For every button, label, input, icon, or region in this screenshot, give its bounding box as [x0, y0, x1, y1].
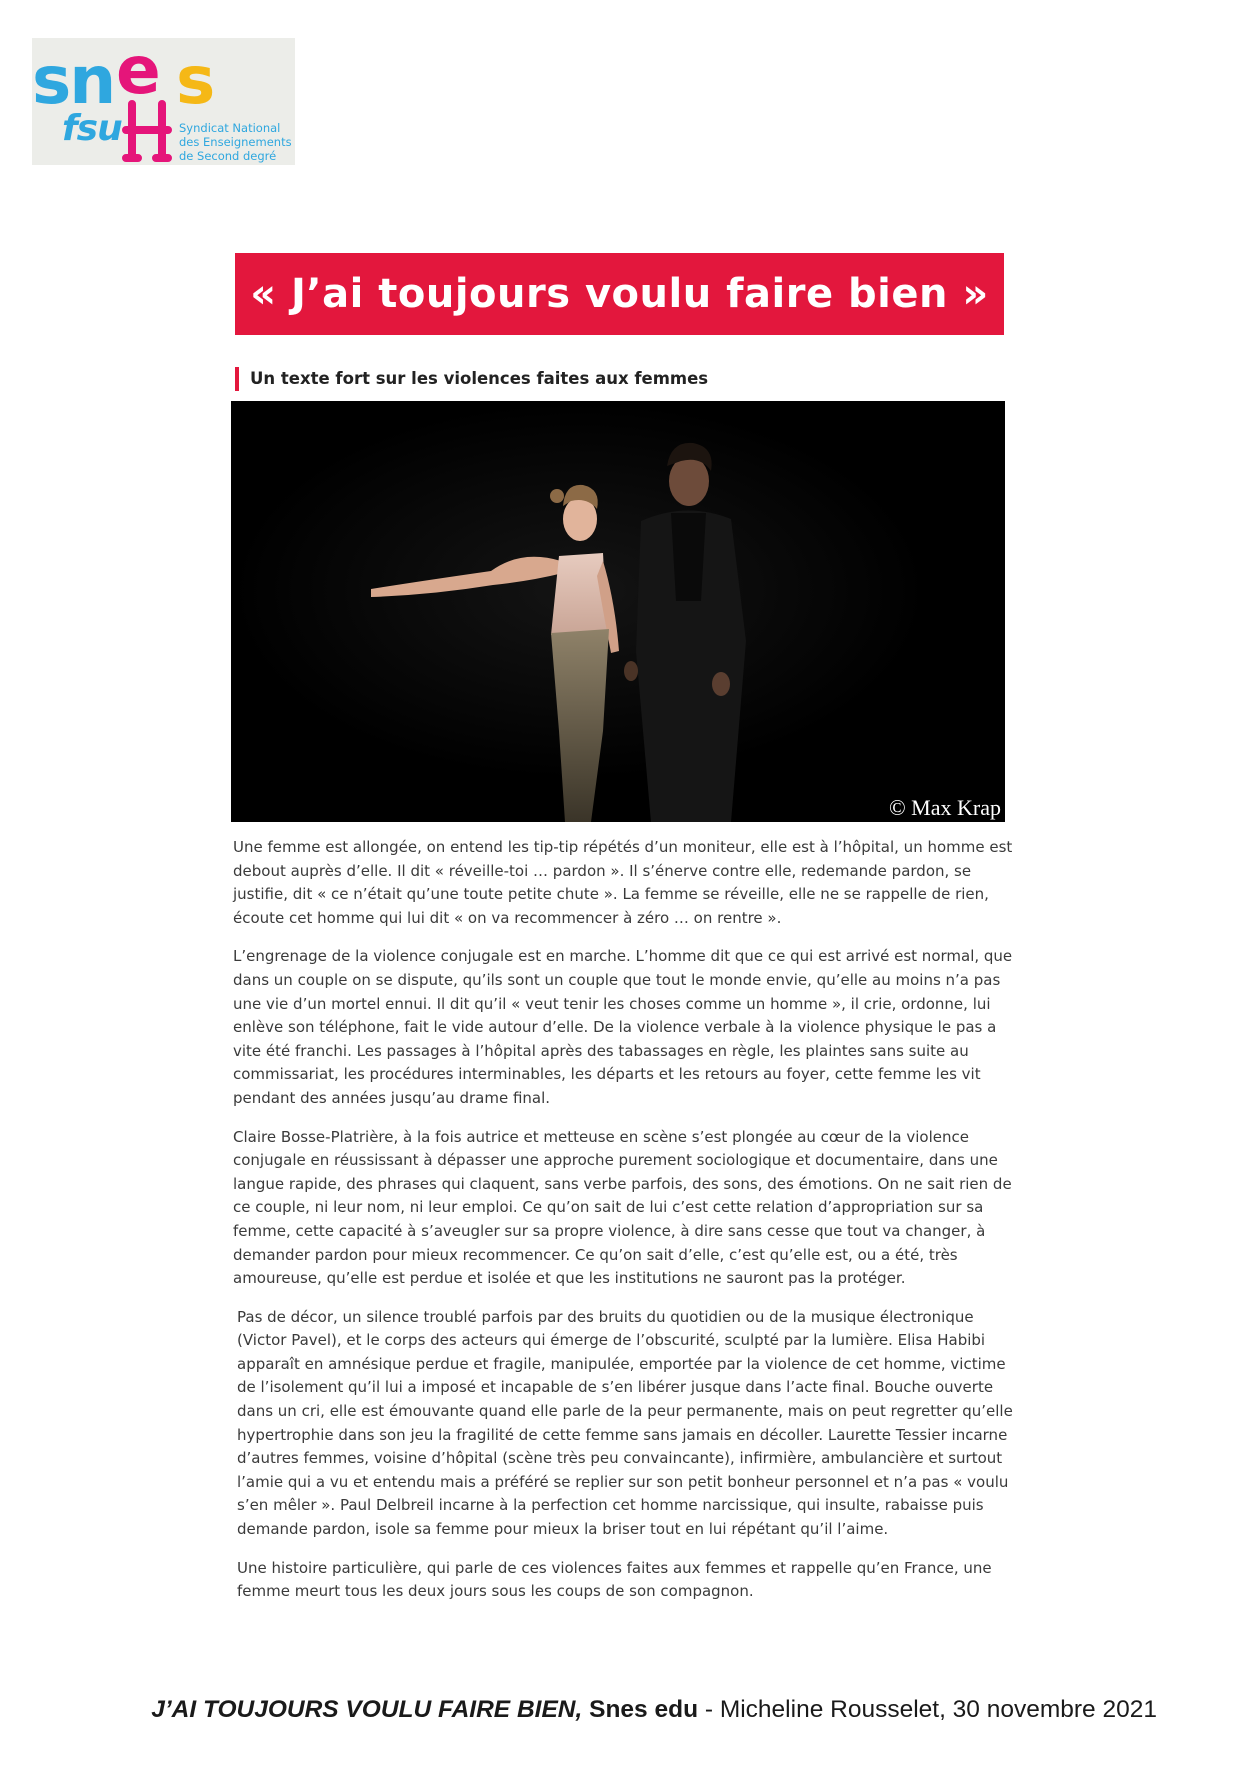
footer-source: Snes edu: [589, 1696, 699, 1723]
subtitle: Un texte fort sur les violences faites aux femmes: [235, 367, 708, 391]
headline-banner: [235, 253, 1004, 335]
logo-caption-line: des Enseignements: [179, 135, 292, 149]
snes-fsu-logo: [32, 32, 295, 165]
stage-photo: [231, 401, 1005, 822]
headline: « J’ai toujours voulu faire bien »: [250, 271, 989, 317]
article-paragraph: Claire Bosse-Platrière, à la fois autrice et metteuse en scène s’est plongée au cœur de la violence conjugale en réussissant à dépasser une approche purement sociologique et documentaire, dans une langue rapide, des phrases qui claquent, sans verbe parfois, des sons, des émotions. On ne sait rien de ce couple, ni leur nom, ni leur emploi. Ce qu’on sait de lui c’est cette relation d’appropriation sur sa femme, cette capacité à s’aveugler sur sa propre violence, à dire sans cesse que tout va changer, à demander pardon pour mieux recommencer. Ce qu’on sait d’elle, c’est qu’elle est, ou a été, très amoureuse, qu’elle est perdue et isolée et que les institutions ne sauront pas la protéger.: [233, 1127, 1012, 1288]
logo-caption-line: de Second degré: [179, 149, 277, 163]
logo-wordmark-sn: sn: [32, 42, 115, 119]
article-paragraph: Pas de décor, un silence troublé parfois par des bruits du quotidien ou de la musique électronique (Victor Pavel), et le corps des acteurs qui émerge de l’obscurité, sculpté par la lumière. Elisa Habibi apparaît en amnésique perdue et fragile, manipulée, emportée par la violence de cet homme, victime de l’isolement qu’il lui a imposé et incapable de s’en libérer jusque dans l’acte final. Bouche ouverte dans un cri, elle est émouvante quand elle parle de la peur permanente, mais on peut regretter qu’elle hypertrophie dans son jeu la fragilité de cette femme sans jamais en décoller. Laurette Tessier incarne d’autres femmes, voisine d’hôpital (scène très peu convaincante), infirmière, ambulancière et surtout l’amie qui a vu et entendu mais a préféré se replier sur son petit bonheur personnel et n’a pas « voulu s’en mêler ». Paul Delbreil incarne à la perfection cet homme narcissique, qui insulte, rabaisse puis demande pardon, isole sa femme pour mieux la briser tout en lui répétant qu’il l’aime.: [237, 1307, 1013, 1539]
stage-photo-illustration: [231, 401, 1005, 822]
footer-title: J’AI TOUJOURS VOULU FAIRE BIEN,: [151, 1696, 583, 1723]
photo-credit: © Max Krap: [888, 795, 1001, 820]
article-paragraph: Une histoire particulière, qui parle de ces violences faites aux femmes et rappelle qu’en France, une femme meurt tous les deux jours sous les coups de son compagnon.: [237, 1558, 992, 1601]
article-paragraph: Une femme est allongée, on entend les tip-tip répétés d’un moniteur, elle est à l’hôpital, un homme est debout auprès d’elle. Il dit « réveille-toi … pardon ». Il s’énerve contre elle, redemande pardon, se justifie, dit « ce n’était qu’une toute petite chute ». La femme se réveille, elle ne se rappelle de rien, écoute cet homme qui lui dit « on va recommencer à zéro … on rentre ».: [233, 838, 1013, 927]
logo-wordmark-s: s: [176, 42, 216, 119]
footer-citation: [151, 1696, 1157, 1724]
logo-fsu: fsu: [62, 108, 122, 149]
logo-caption: [179, 121, 292, 163]
logo-caption-line: Syndicat National: [179, 121, 281, 135]
logo-wordmark-e: e: [116, 32, 161, 109]
logo-figure-icon: [122, 100, 172, 162]
article-paragraph: L’engrenage de la violence conjugale est en marche. L’homme dit que ce qui est arrivé est normal, que dans un couple on se dispute, qu’ils sont un couple que tout le monde envie, qu’elle au moins n’a pas une vie d’un mortel ennui. Il dit qu’il « veut tenir les choses comme un homme », il crie, ordonne, lui enlève son téléphone, fait le vide autour d’elle. De la violence verbale à la violence physique le pas a vite été franchi. Les passages à l’hôpital après des tabassages en règle, les plaintes sans suite au commissariat, les procédures interminables, les départs et les retours au foyer, cette femme les vit pendant des années jusqu’au drame final.: [233, 947, 1013, 1107]
footer-author-date: - Micheline Rousselet, 30 novembre 2021: [704, 1696, 1157, 1723]
article-body: [233, 836, 1013, 1604]
